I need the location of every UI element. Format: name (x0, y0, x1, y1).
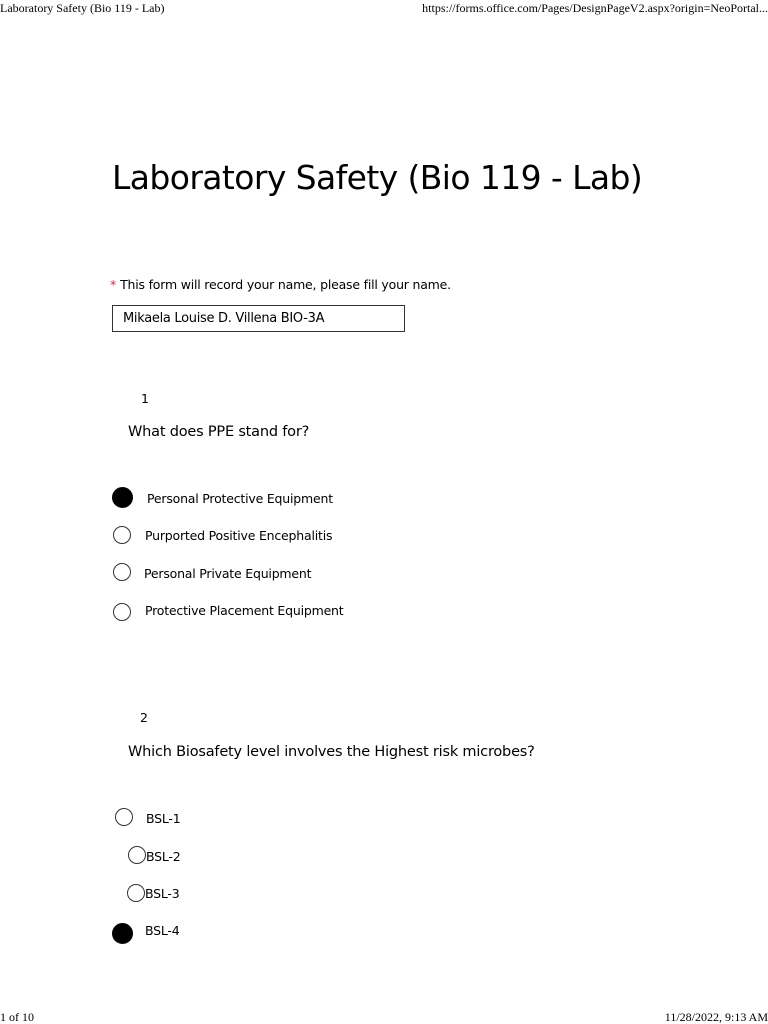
required-marker: * (110, 277, 117, 292)
question-1-option-1-radio[interactable] (112, 487, 133, 508)
question-1-option-3-label[interactable]: Personal Private Equipment (144, 566, 312, 581)
question-1-option-2-label[interactable]: Purported Positive Encephalitis (145, 528, 333, 543)
question-2-option-1-label[interactable]: BSL-1 (146, 811, 181, 826)
question-2-option-4-label[interactable]: BSL-4 (145, 923, 180, 938)
question-2-number: 2 (140, 710, 148, 725)
question-1-text: What does PPE stand for? (128, 424, 310, 440)
question-1-option-2-radio[interactable] (113, 526, 131, 544)
print-header-url: https://forms.office.com/Pages/DesignPageV2.aspx?origin=NeoPortal... (422, 1, 768, 15)
name-question-label (110, 276, 451, 294)
name-input[interactable]: Mikaela Louise D. Villena BIO-3A (112, 305, 405, 332)
question-2-text: Which Biosafety level involves the Highest risk microbes? (128, 744, 535, 760)
question-2-option-2-radio[interactable] (128, 846, 146, 864)
question-2-option-3-radio[interactable] (127, 884, 145, 902)
question-2-option-1-radio[interactable] (115, 808, 133, 826)
question-1-option-4-radio[interactable] (113, 603, 131, 621)
question-1-option-4-label[interactable]: Protective Placement Equipment (145, 603, 344, 618)
form-title: Laboratory Safety (Bio 119 - Lab) (112, 158, 643, 197)
question-1-number: 1 (141, 391, 149, 406)
question-2-option-4-radio[interactable] (112, 923, 133, 944)
question-2-option-2-label[interactable]: BSL-2 (146, 849, 181, 864)
question-1-option-3-radio[interactable] (113, 563, 131, 581)
print-footer-page-count: 1 of 10 (0, 1010, 34, 1024)
question-2-option-3-label[interactable]: BSL-3 (145, 886, 180, 901)
print-header-page-title: Laboratory Safety (Bio 119 - Lab) (0, 1, 165, 15)
print-footer-datetime: 11/28/2022, 9:13 AM (664, 1010, 768, 1024)
name-question-text: This form will record your name, please fill your name. (120, 277, 451, 292)
question-1-option-1-label[interactable]: Personal Protective Equipment (147, 491, 333, 506)
